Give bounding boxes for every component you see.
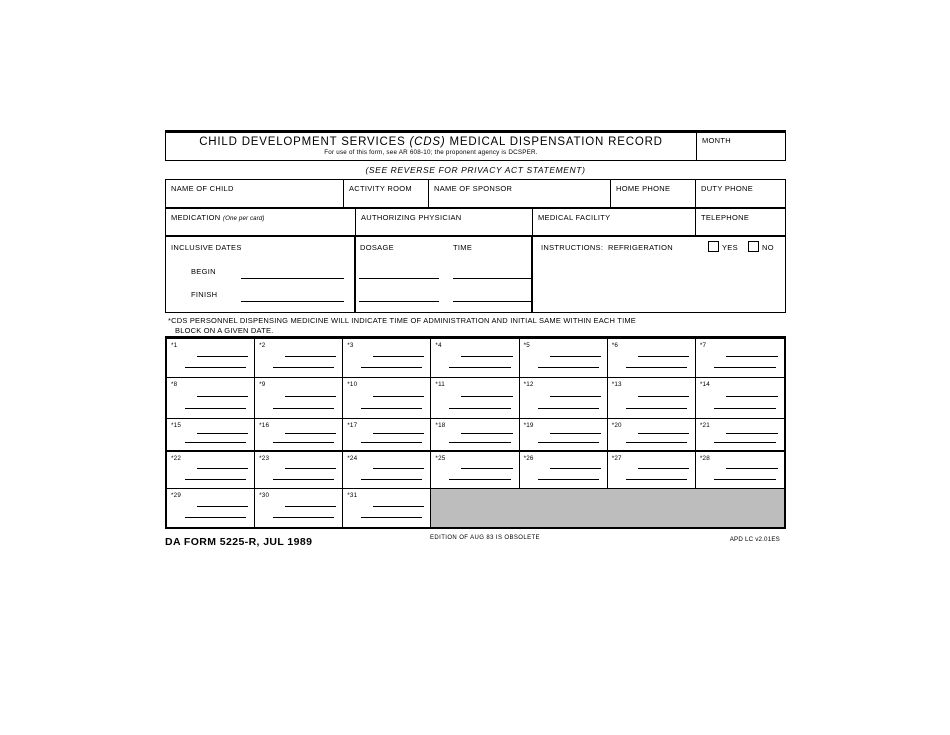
day-11-entry-line-1[interactable] (461, 396, 512, 397)
day-7-entry-line-2[interactable] (714, 367, 776, 368)
day-14-entry-line-2[interactable] (714, 408, 776, 409)
day-label-8: *8 (171, 381, 178, 388)
dosage-line-2[interactable] (359, 301, 439, 302)
medication-field[interactable] (166, 209, 356, 235)
day-cell-6[interactable] (608, 339, 696, 378)
dosage-line-1[interactable] (359, 278, 439, 279)
day-label-21: *21 (699, 422, 710, 429)
day-cell-18[interactable] (431, 419, 519, 452)
month-label: MONTH (702, 136, 731, 145)
form-subtitle: For use of this form, see AR 608-10; the proponent agency is DCSPER. (324, 149, 538, 156)
day-30-entry-line-2[interactable] (273, 517, 334, 518)
day-13-entry-line-2[interactable] (626, 408, 687, 409)
day-cell-17[interactable] (343, 419, 431, 452)
day-30-entry-line-1[interactable] (285, 506, 336, 507)
day-1-entry-line-1[interactable] (197, 356, 248, 357)
day-label-25: *25 (435, 455, 446, 462)
day-21-entry-line-1[interactable] (726, 433, 778, 434)
day-2-entry-line-2[interactable] (273, 367, 334, 368)
day-label-3: *3 (347, 342, 354, 349)
form-title-pre: CHILD DEVELOPMENT SERVICES (199, 136, 410, 148)
day-cell-25[interactable] (431, 452, 519, 489)
day-22-entry-line-1[interactable] (197, 468, 248, 469)
day-label-7: *7 (699, 342, 707, 349)
day-cell-28[interactable] (696, 452, 784, 489)
day-cell-30[interactable] (255, 489, 343, 527)
day-label-17: *17 (347, 422, 358, 429)
day-cell-19[interactable] (520, 419, 608, 452)
day-cell-20[interactable] (608, 419, 696, 452)
day-label-10: *10 (347, 381, 358, 388)
day-25-entry-line-1[interactable] (461, 468, 512, 469)
refrigeration-yes-label: YES (722, 243, 738, 252)
medical-facility-field[interactable] (533, 209, 696, 235)
day-3-entry-line-1[interactable] (373, 356, 424, 357)
duty-phone-label: DUTY PHONE (701, 184, 754, 193)
day-cell-16[interactable] (255, 419, 343, 452)
home-phone-label: HOME PHONE (616, 184, 671, 193)
day-31-entry-line-1[interactable] (373, 506, 424, 507)
day-21-entry-line-2[interactable] (714, 442, 776, 443)
day-label-23: *23 (259, 455, 270, 462)
day-6-entry-line-2[interactable] (626, 367, 687, 368)
day-12-entry-line-2[interactable] (538, 408, 599, 409)
day-cell-23[interactable] (255, 452, 343, 489)
day-9-entry-line-2[interactable] (273, 408, 334, 409)
day-8-entry-line-2[interactable] (185, 408, 246, 409)
medication-label: MEDICATION (171, 213, 221, 222)
day-cell-15[interactable] (167, 419, 255, 452)
da-form-5225r (165, 130, 786, 549)
time-label: TIME (453, 243, 473, 252)
activity-room-label: ACTIVITY ROOM (349, 184, 412, 193)
field-row-2 (165, 209, 786, 237)
day-cell-26[interactable] (520, 452, 608, 489)
day-cell-31[interactable] (343, 489, 431, 527)
day-label-14: *14 (699, 381, 710, 388)
finish-label: FINISH (191, 290, 218, 299)
day-cell-24[interactable] (343, 452, 431, 489)
edition-note: EDITION OF AUG 83 IS OBSOLETE (430, 535, 540, 541)
day-27-entry-line-1[interactable] (638, 468, 689, 469)
day-19-entry-line-1[interactable] (550, 433, 601, 434)
day-label-28: *28 (699, 455, 710, 462)
day-4-entry-line-2[interactable] (449, 367, 510, 368)
day-label-13: *13 (611, 381, 622, 388)
day-label-18: *18 (435, 422, 446, 429)
day-16-entry-line-2[interactable] (273, 442, 334, 443)
duty-phone-field[interactable] (696, 180, 785, 207)
day-24-entry-line-1[interactable] (373, 468, 424, 469)
day-20-entry-line-2[interactable] (626, 442, 687, 443)
telephone-field[interactable] (696, 209, 785, 235)
time-line-2[interactable] (453, 301, 531, 302)
home-phone-field[interactable] (611, 180, 696, 207)
day-cell-13[interactable] (608, 378, 696, 419)
refrigeration-no-label: NO (762, 243, 774, 252)
name-of-sponsor-label: NAME OF SPONSOR (434, 184, 513, 193)
day-11-entry-line-2[interactable] (449, 408, 510, 409)
form-footer (165, 529, 786, 549)
day-5-entry-line-2[interactable] (538, 367, 599, 368)
day-13-entry-line-1[interactable] (638, 396, 689, 397)
day-16-entry-line-1[interactable] (285, 433, 336, 434)
dates-dosage-instructions-row (165, 237, 786, 313)
day-label-4: *4 (435, 342, 442, 349)
refrigeration-instructions-label: INSTRUCTIONS: REFRIGERATION (541, 243, 674, 252)
day-cell-5[interactable] (520, 339, 608, 378)
day-cell-4[interactable] (431, 339, 519, 378)
day-12-entry-line-1[interactable] (550, 396, 601, 397)
day-cell-12[interactable] (520, 378, 608, 419)
day-cell-27[interactable] (608, 452, 696, 489)
day-19-entry-line-2[interactable] (538, 442, 599, 443)
day-cell-2[interactable] (255, 339, 343, 378)
day-22-entry-line-2[interactable] (185, 479, 246, 480)
day-cell-11[interactable] (431, 378, 519, 419)
medical-facility-label: MEDICAL FACILITY (538, 213, 611, 222)
day-label-30: *30 (259, 492, 270, 499)
day-cell-22[interactable] (167, 452, 255, 489)
instructions-section (533, 237, 785, 312)
activity-room-field[interactable] (344, 180, 429, 207)
dosage-time-section (356, 237, 533, 312)
day-label-20: *20 (611, 422, 622, 429)
day-26-entry-line-1[interactable] (550, 468, 601, 469)
day-cell-29[interactable] (167, 489, 255, 527)
day-label-11: *11 (435, 381, 446, 388)
day-31-entry-line-2[interactable] (361, 517, 422, 518)
day-cell-1[interactable] (167, 339, 255, 378)
day-label-12: *12 (523, 381, 534, 388)
day-14-entry-line-1[interactable] (726, 396, 778, 397)
time-line-1[interactable] (453, 278, 531, 279)
form-title-cds: (CDS) (409, 136, 446, 148)
finish-date-line[interactable] (241, 301, 344, 302)
inclusive-dates-label: INCLUSIVE DATES (171, 243, 242, 252)
name-of-child-label: NAME OF CHILD (171, 184, 234, 193)
day-1-entry-line-2[interactable] (185, 367, 246, 368)
day-label-22: *22 (171, 455, 182, 462)
begin-label: BEGIN (191, 267, 216, 276)
day-2-entry-line-1[interactable] (285, 356, 336, 357)
day-label-31: *31 (347, 492, 358, 499)
dosage-label: DOSAGE (360, 243, 394, 252)
day-label-2: *2 (259, 342, 266, 349)
day-26-entry-line-2[interactable] (538, 479, 599, 480)
inclusive-dates-section (166, 237, 356, 312)
day-3-entry-line-2[interactable] (361, 367, 422, 368)
day-28-entry-line-1[interactable] (726, 468, 778, 469)
apd-version: APD LC v2.01ES (729, 536, 780, 543)
month-field[interactable] (696, 133, 785, 160)
day-23-entry-line-1[interactable] (285, 468, 336, 469)
day-label-15: *15 (171, 422, 182, 429)
day-7-entry-line-1[interactable] (726, 356, 778, 357)
day-6-entry-line-1[interactable] (638, 356, 689, 357)
medication-note-label: (One per card) (222, 215, 265, 222)
day-10-entry-line-2[interactable] (361, 408, 422, 409)
day-10-entry-line-1[interactable] (373, 396, 424, 397)
day-15-entry-line-2[interactable] (185, 442, 246, 443)
authorizing-physician-label: AUTHORIZING PHYSICIAN (361, 213, 462, 222)
telephone-label: TELEPHONE (701, 213, 750, 222)
day-label-5: *5 (523, 342, 530, 349)
day-label-1: *1 (171, 342, 178, 349)
day-24-entry-line-2[interactable] (361, 479, 422, 480)
day-17-entry-line-2[interactable] (361, 442, 422, 443)
day-label-6: *6 (611, 342, 619, 349)
day-label-26: *26 (523, 455, 534, 462)
day-15-entry-line-1[interactable] (197, 433, 248, 434)
name-of-sponsor-field[interactable] (429, 180, 611, 207)
day-8-entry-line-1[interactable] (197, 396, 248, 397)
day-25-entry-line-2[interactable] (449, 479, 510, 480)
day-label-16: *16 (259, 422, 270, 429)
field-row-1 (165, 180, 786, 209)
dispensing-note (165, 313, 786, 336)
day-label-29: *29 (171, 492, 182, 499)
day-18-entry-line-2[interactable] (449, 442, 510, 443)
day-label-9: *9 (259, 381, 266, 388)
name-of-child-field[interactable] (166, 180, 344, 207)
day-17-entry-line-1[interactable] (373, 433, 424, 434)
day-cell-21[interactable] (696, 419, 784, 452)
day-9-entry-line-1[interactable] (285, 396, 336, 397)
day-cell-10[interactable] (343, 378, 431, 419)
day-29-entry-line-2[interactable] (185, 517, 246, 518)
day-label-19: *19 (523, 422, 534, 429)
day-label-24: *24 (347, 455, 358, 462)
title-cell (166, 133, 696, 160)
day-23-entry-line-2[interactable] (273, 479, 334, 480)
day-cell-9[interactable] (255, 378, 343, 419)
dispensing-note-line-1: *CDS PERSONNEL DISPENSING MEDICINE WILL INDICATE TIME OF ADMINISTRATION AND INITIAL SAME WITHIN EACH TIME (168, 316, 637, 325)
day-4-entry-line-1[interactable] (461, 356, 512, 357)
day-28-entry-line-2[interactable] (714, 479, 776, 480)
day-cell-7[interactable] (696, 339, 784, 378)
day-label-27: *27 (611, 455, 622, 462)
day-29-entry-line-1[interactable] (197, 506, 248, 507)
day-cell-14[interactable] (696, 378, 784, 419)
dispensing-grid (165, 336, 786, 529)
dispensing-note-line-2: BLOCK ON A GIVEN DATE. (175, 325, 274, 335)
refrigeration-no-checkbox[interactable] (748, 241, 759, 252)
day-18-entry-line-1[interactable] (461, 433, 512, 434)
day-cell-8[interactable] (167, 378, 255, 419)
day-5-entry-line-1[interactable] (550, 356, 601, 357)
authorizing-physician-field[interactable] (356, 209, 533, 235)
shaded-unused-area (431, 489, 784, 527)
privacy-act-statement: (SEE REVERSE FOR PRIVACY ACT STATEMENT) (165, 161, 786, 180)
form-title (166, 136, 696, 148)
day-27-entry-line-2[interactable] (626, 479, 687, 480)
begin-date-line[interactable] (241, 278, 344, 279)
title-row (165, 133, 786, 161)
form-number: DA FORM 5225-R, JUL 1989 (165, 536, 313, 548)
day-cell-3[interactable] (343, 339, 431, 378)
form-title-post: MEDICAL DISPENSATION RECORD (445, 136, 663, 148)
refrigeration-yes-checkbox[interactable] (708, 241, 719, 252)
day-20-entry-line-1[interactable] (638, 433, 689, 434)
